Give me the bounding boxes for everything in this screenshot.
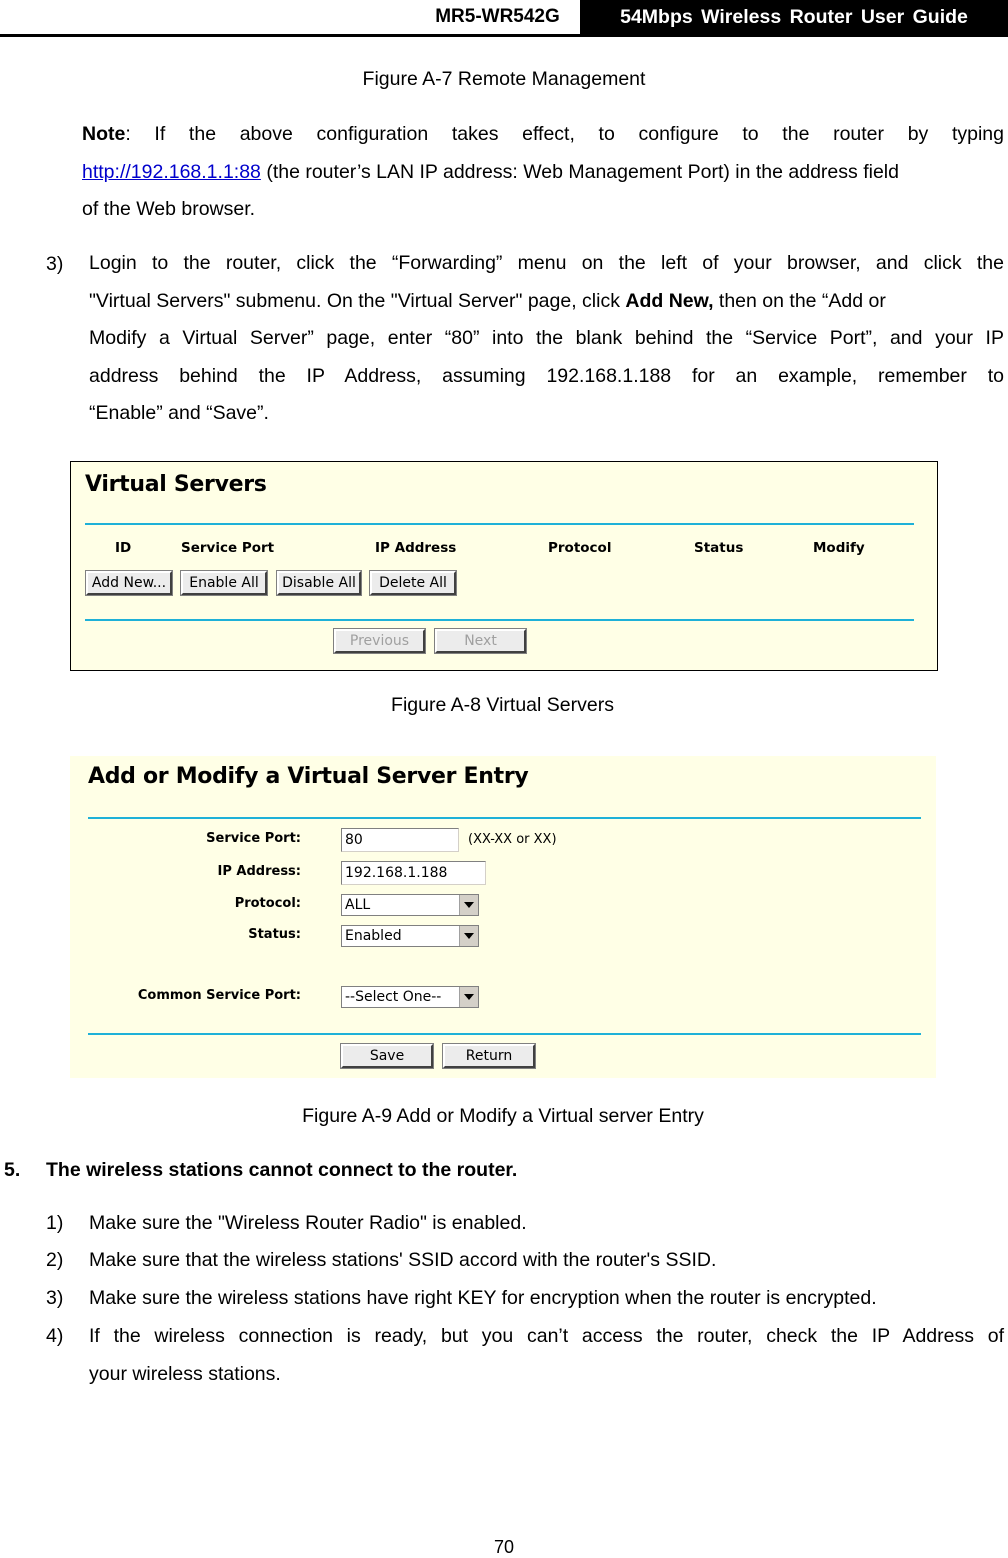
add-new-button[interactable]: Add New... [86, 571, 172, 595]
step3-line5: “Enable” and “Save”. [89, 402, 269, 424]
col-id: ID [115, 540, 132, 556]
status-value: Enabled [345, 928, 402, 944]
virtual-servers-title: Virtual Servers [85, 472, 267, 497]
service-port-label: Service Port: [206, 831, 301, 846]
protocol-value: ALL [345, 897, 371, 913]
protocol-select[interactable] [341, 894, 479, 916]
s5-item2-number: 2) [46, 1249, 64, 1271]
step3-line3: Modify a Virtual Server” page, enter “80” into the blank behind the “Service Port”, and your IP [89, 327, 1004, 349]
note-label: Note [82, 123, 126, 145]
col-service-port: Service Port [181, 540, 275, 556]
step3-add-new-bold: Add New, [625, 289, 714, 312]
entry-form-title: Add or Modify a Virtual Server Entry [88, 764, 529, 789]
common-service-port-value: --Select One-- [345, 989, 442, 1005]
entry-divider-bottom [88, 1033, 921, 1035]
chevron-down-icon [459, 987, 478, 1007]
header-model: MR5-WR542G [435, 6, 560, 27]
next-button[interactable]: Next [435, 629, 526, 653]
service-port-input[interactable]: 80 [341, 828, 459, 852]
previous-button[interactable]: Previous [334, 629, 425, 653]
divider-top [85, 523, 914, 525]
step3-line4: address behind the IP Address, assuming 192.168.1.188 for an example, remember to [89, 364, 1004, 387]
step3-line2a: "Virtual Servers" submenu. On the "Virtual Server" page, click [89, 289, 626, 312]
disable-all-button[interactable]: Disable All [277, 571, 361, 595]
virtual-server-entry-panel [70, 756, 936, 1078]
figure-a9-caption: Figure A-9 Add or Modify a Virtual server Entry [302, 1105, 704, 1127]
service-port-hint: (XX-XX or XX) [468, 832, 557, 847]
return-button[interactable]: Return [443, 1044, 535, 1068]
chevron-down-icon [459, 926, 478, 946]
s5-item3-text: Make sure the wireless stations have right KEY for encryption when the router is encrypted. [89, 1287, 877, 1309]
section5-title: The wireless stations cannot connect to the router. [46, 1159, 518, 1181]
s5-item2-text: Make sure that the wireless stations' SSID accord with the router's SSID. [89, 1249, 717, 1271]
save-button[interactable]: Save [341, 1044, 433, 1068]
entry-divider-top [88, 817, 921, 819]
s5-item4-text: If the wireless connection is ready, but you can’t access the router, check the IP Address of [89, 1325, 1004, 1347]
note-text-last: of the Web browser. [82, 198, 256, 220]
header-title: 54Mbps Wireless Router User Guide [580, 0, 1008, 34]
s5-item3-number: 3) [46, 1287, 64, 1309]
divider-bottom [85, 619, 914, 621]
note-text-before: : If the above configuration takes effect, to configure to the router by typing [125, 123, 1004, 145]
status-select[interactable] [341, 925, 479, 947]
enable-all-button[interactable]: Enable All [181, 571, 267, 595]
note-text-after: (the router’s LAN IP address: Web Management Port) in the address field [260, 160, 899, 183]
step3-line2b: then on the “Add or [713, 289, 886, 312]
figure-a7-caption: Figure A-7 Remote Management [362, 68, 646, 90]
s5-item4-continuation: your wireless stations. [89, 1363, 281, 1385]
virtual-servers-panel [70, 461, 938, 671]
ip-address-label: IP Address: [217, 864, 301, 879]
chevron-down-icon [459, 895, 478, 915]
note-paragraph [82, 116, 1004, 229]
status-label: Status: [248, 927, 301, 942]
common-service-port-label: Common Service Port: [137, 988, 301, 1003]
col-status: Status [694, 540, 744, 556]
col-ip-address: IP Address [375, 540, 457, 556]
page-number: 70 [493, 1537, 515, 1557]
s5-item4-number: 4) [46, 1325, 64, 1347]
header-rule [0, 34, 1008, 37]
step3-paragraph [89, 245, 1004, 433]
protocol-label: Protocol: [234, 896, 301, 911]
step3-line1: Login to the router, click the “Forwarding” menu on the left of your browser, and click the [89, 252, 1004, 274]
ip-address-input[interactable]: 192.168.1.188 [341, 861, 486, 885]
section5-number: 5. [4, 1159, 21, 1181]
router-url-link[interactable]: http://192.168.1.1:88 [82, 160, 261, 183]
s5-item1-text: Make sure the "Wireless Router Radio" is enabled. [89, 1212, 527, 1234]
col-protocol: Protocol [548, 540, 612, 556]
figure-a8-caption: Figure A-8 Virtual Servers [391, 694, 614, 716]
s5-item1-number: 1) [46, 1212, 64, 1234]
step3-number: 3) [46, 253, 64, 275]
col-modify: Modify [813, 540, 865, 556]
common-service-port-select[interactable] [341, 986, 479, 1008]
delete-all-button[interactable]: Delete All [370, 571, 456, 595]
